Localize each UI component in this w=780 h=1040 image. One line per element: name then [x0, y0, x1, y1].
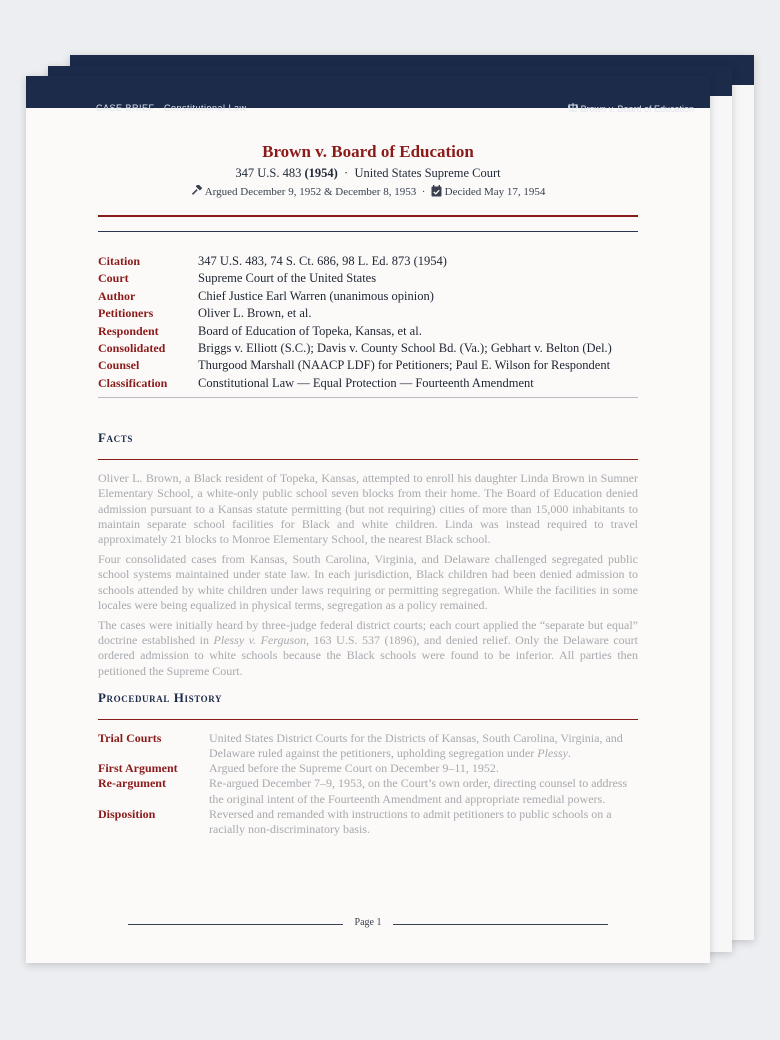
procedural-row — [98, 776, 638, 806]
metadata-value: Thurgood Marshall (NAACP LDF) for Petitioners; Paul E. Wilson for Respondent — [198, 358, 611, 373]
facts-text: , 163 U.S. 537 (1896), and denied relief. Only the Delaware court ordered admission to white schools because the Black schools were found to be inferior. All parties then petitioned the Supreme Court. — [98, 633, 638, 678]
procedural-label: First Argument — [98, 761, 178, 776]
procedural-label: Trial Courts — [98, 730, 162, 745]
procedural-rule — [98, 719, 638, 720]
case-citation-short: 347 U.S. 483 — [235, 166, 302, 180]
metadata-label: Petitioners — [98, 306, 154, 321]
facts-heading: Facts — [98, 430, 133, 446]
metadata-row — [98, 376, 612, 393]
metadata-value: Briggs v. Elliott (S.C.); Davis v. County School Bd. (Va.); Gebhart v. Belton (Del.) — [198, 340, 612, 355]
procedural-value: Reversed and remanded with instructions to admit petitioners to public schools on a racially non-discriminatory basis. — [209, 806, 612, 836]
case-court: United States Supreme Court — [354, 166, 501, 180]
title-rule-accent — [98, 215, 638, 217]
running-header-left: CASE BRIEF · Constitutional Law — [96, 103, 247, 113]
facts-paragraph — [98, 618, 638, 679]
procedural-row — [98, 761, 638, 776]
facts-paragraph: Oliver L. Brown, a Black resident of Topeka, Kansas, attempted to enroll his daughter Linda Brown in Sumner Elementary School, a white-only public school seven blocks from their home. The Board of Education denied admission pursuant to a Kansas statute permitting (but not requiring) cities of more than 15,000 inhabitants to maintain separate school facilities for Black and white children. Linda was instead required to travel approximately 21 blocks to Monroe Elementary School, the nearest Black school. — [98, 471, 638, 546]
metadata-value: Oliver L. Brown, et al. — [198, 306, 312, 321]
title-rule-navy — [98, 231, 638, 232]
procedural-history-heading: Procedural History — [98, 689, 223, 705]
metadata-value: Board of Education of Topeka, Kansas, et al. — [198, 323, 422, 338]
metadata-row — [98, 289, 612, 306]
footer-rule-right — [393, 924, 608, 925]
facts-text: The cases were initially heard by three-judge federal district courts; each court applied the “separate but equal” doctrine established in — [98, 617, 638, 648]
running-header-right-text: Brown v. Board of Education — [580, 104, 694, 114]
case-year: (1954) — [304, 166, 338, 180]
case-dates — [98, 185, 638, 198]
procedural-value: Re-argued December 7–9, 1953, on the Court’s own order, directing counsel to address the original intent of the Fourteenth Amendment and appropriate remedial powers. — [209, 776, 628, 806]
metadata-row — [98, 306, 612, 323]
argued-date: Argued December 9, 1952 & December 8, 1953 — [204, 186, 417, 198]
procedural-value: United States District Courts for the Districts of Kansas, South Carolina, Virginia, and Delaware ruled against the petitioners, upholding segregation under Plessy. — [209, 730, 623, 760]
metadata-label: Classification — [98, 375, 168, 390]
metadata-label: Respondent — [98, 323, 159, 338]
metadata-label: Consolidated — [98, 340, 166, 355]
case-reference: Plessy v. Ferguson — [213, 633, 307, 648]
gavel-icon — [191, 185, 203, 197]
metadata-value: Chief Justice Earl Warren (unanimous opinion) — [198, 288, 434, 303]
metadata-row — [98, 358, 612, 375]
separator: · — [421, 186, 426, 198]
metadata-label: Author — [98, 288, 136, 303]
facts-paragraph: Four consolidated cases from Kansas, South Carolina, Virginia, and Delaware challenged segregated public school systems maintained under state law. In each jurisdiction, Black children had been denied admission to schools attended by white children under laws requiring or permitting segregation. While the facilities in some locales were being equalized in physical terms, segregation as a policy remained. — [98, 552, 638, 612]
metadata-rule — [98, 397, 638, 398]
metadata-row — [98, 341, 612, 358]
procedural-label: Re-argument — [98, 776, 166, 791]
page-footer — [128, 917, 608, 931]
procedural-label: Disposition — [98, 806, 156, 821]
page-content — [98, 108, 638, 837]
procedural-row — [98, 807, 638, 837]
separator: · — [344, 166, 349, 180]
decided-date: Decided May 17, 1954 — [444, 186, 546, 198]
metadata-label: Citation — [98, 254, 140, 268]
facts-rule — [98, 459, 638, 460]
case-subtitle — [98, 166, 638, 181]
calendar-check-icon — [431, 185, 442, 197]
case-title: Brown v. Board of Education — [262, 142, 474, 161]
document-page — [26, 76, 710, 963]
metadata-label: Counsel — [98, 358, 140, 373]
case-metadata-table — [98, 254, 612, 393]
metadata-value: Supreme Court of the United States — [198, 271, 377, 286]
metadata-row — [98, 324, 612, 341]
procedural-history-table — [98, 731, 638, 837]
metadata-value: 347 U.S. 483, 74 S. Ct. 686, 98 L. Ed. 873 (1954) — [198, 254, 447, 268]
procedural-value: Argued before the Supreme Court on December 9–11, 1952. — [209, 761, 499, 776]
page-number: Page 1 — [354, 917, 382, 928]
metadata-row — [98, 254, 612, 271]
metadata-value: Constitutional Law — Equal Protection — Fourteenth Amendment — [198, 375, 534, 390]
metadata-label: Court — [98, 271, 129, 286]
metadata-row — [98, 271, 612, 288]
procedural-row — [98, 731, 638, 761]
